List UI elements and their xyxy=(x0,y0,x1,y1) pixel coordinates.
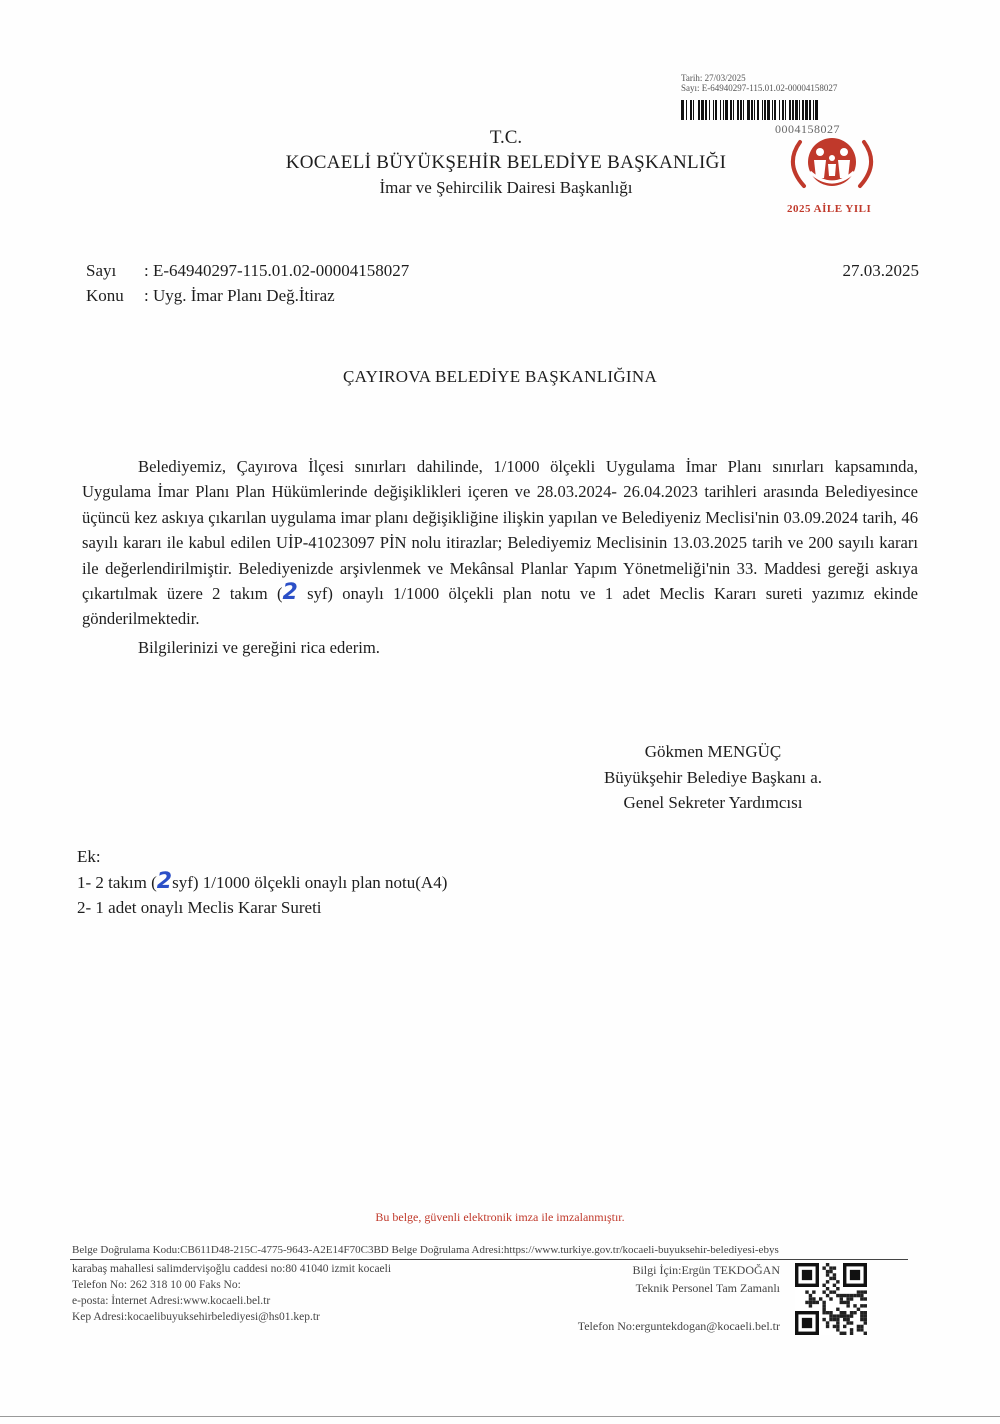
attachments xyxy=(77,844,447,921)
family-logo-icon xyxy=(782,134,882,204)
footer-contact xyxy=(540,1261,780,1297)
konu-value: : Uyg. İmar Planı Değ.İtiraz xyxy=(144,286,335,305)
signatory-title-1: Büyükşehir Belediye Başkanı a. xyxy=(603,767,823,787)
attachment-item-1 xyxy=(77,870,447,896)
contact-email: Telefon No:erguntekdogan@kocaeli.bel.tr xyxy=(577,1319,780,1333)
signatory-name: Gökmen MENGÜÇ xyxy=(644,742,782,761)
stamp-number: Sayı: E-64940297-115.01.02-00004158027 xyxy=(681,83,838,93)
contact-person: Bilgi İçin:Ergün TEKDOĞAN xyxy=(632,1263,780,1277)
letter-body xyxy=(82,454,918,660)
footer-email: e-posta: İnternet Adresi:www.kocaeli.bel.tr xyxy=(72,1295,271,1307)
footer-left xyxy=(72,1261,391,1325)
addressee: ÇAYIROVA BELEDİYE BAŞKANLIĞINA xyxy=(342,367,658,386)
barcode xyxy=(681,100,943,120)
attachment-1-text-a: 1- 2 takım ( xyxy=(77,872,157,892)
body-paragraph-1 xyxy=(82,454,918,632)
header-department: İmar ve Şehircilik Dairesi Başkanlığı xyxy=(379,178,633,197)
barcode-number: 0004158027 xyxy=(775,122,840,136)
konu-line xyxy=(86,283,409,308)
attachment-item-2: 2- 1 adet onaylı Meclis Karar Sureti xyxy=(77,898,322,917)
meta-block xyxy=(86,258,409,308)
handwritten-page-count: 2 xyxy=(282,580,298,606)
signatory-title-2: Genel Sekreter Yardımcısı xyxy=(623,793,803,812)
contact-title: Teknik Personel Tam Zamanlı xyxy=(635,1281,780,1295)
logo-caption: 2025 AİLE YILI xyxy=(787,203,872,215)
signature-block xyxy=(563,739,863,816)
header-tc: T.C. xyxy=(489,127,523,148)
footer-phone: Telefon No: 262 318 10 00 Faks No: xyxy=(72,1279,241,1291)
sayi-value: : E-64940297-115.01.02-00004158027 xyxy=(144,261,410,280)
footer-kep: Kep Adresi:kocaelibuyuksehirbelediyesi@hs01.kep.tr xyxy=(72,1311,320,1323)
body-text-1b: syf) onaylı 1/1000 ölçekli plan notu ve 1 adet Meclis Kararı sureti yazımız ekinde gönderilmektedir. xyxy=(82,584,918,629)
body-paragraph-2: Bilgilerinizi ve gereğini rica ederim. xyxy=(138,637,380,657)
stamp-date: Tarih: 27/03/2025 xyxy=(681,73,746,83)
footer-address: karabaş mahallesi salimdervişoğlu caddesi no:80 41040 izmit kocaeli xyxy=(72,1263,392,1275)
page-bottom-line xyxy=(0,1416,1000,1417)
konu-label: Konu xyxy=(86,286,124,305)
sayi-label: Sayı xyxy=(86,261,117,280)
header-organization: KOCAELİ BÜYÜKŞEHİR BELEDİYE BAŞKANLIĞI xyxy=(285,152,727,173)
document-date: 27.03.2025 xyxy=(842,261,919,280)
attachments-label: Ek: xyxy=(77,847,101,866)
verification-line: Belge Doğrulama Kodu:CB611D48-215C-4775-9643-A2E14F70C3BD Belge Doğrulama Adresi:https://www.turkiye.gov.tr/kocaeli-buyuksehir-belediyesi-ebys xyxy=(72,1244,779,1256)
qr-code-icon xyxy=(795,1263,867,1335)
attachment-1-text-b: syf) 1/1000 ölçekli onaylı plan notu(A4) xyxy=(172,872,448,892)
footer-divider xyxy=(70,1259,908,1260)
sayi-line xyxy=(86,258,409,283)
handwritten-page-count-2: 2 xyxy=(156,868,173,894)
esign-notice: Bu belge, güvenli elektronik imza ile imzalanmıştır. xyxy=(375,1210,625,1224)
aile-yili-logo xyxy=(782,134,882,204)
body-text-1a: Belediyemiz, Çayırova İlçesi sınırları dahilinde, 1/1000 ölçekli Uygulama İmar Planı sınırları kapsamında, Uygulama İmar Planı Plan Hükümlerinde değişiklikleri içeren ve 28.03.2024- 26.04.2023 tarihleri arasında Belediyesince üçüncü kez askıya çıkarılan uygulama imar planı değişikliğine ilişkin yapılan ve Belediyeniz Meclisi'nin 03.09.2024 tarih, 46 sayılı kararı ile kabul edilen UİP-41023097 PİN nolu itirazlar; Belediyemiz Meclisinin 13.03.2025 tarih ve 200 sayılı kararı ile değerlendirilmiştir. Belediyenizde arşivlenmek ve Mekânsal Planlar Yapım Yönetmeliği'nin 33. Maddesi gereği askıya çıkartılmak üzere 2 takım ( xyxy=(82,457,918,604)
